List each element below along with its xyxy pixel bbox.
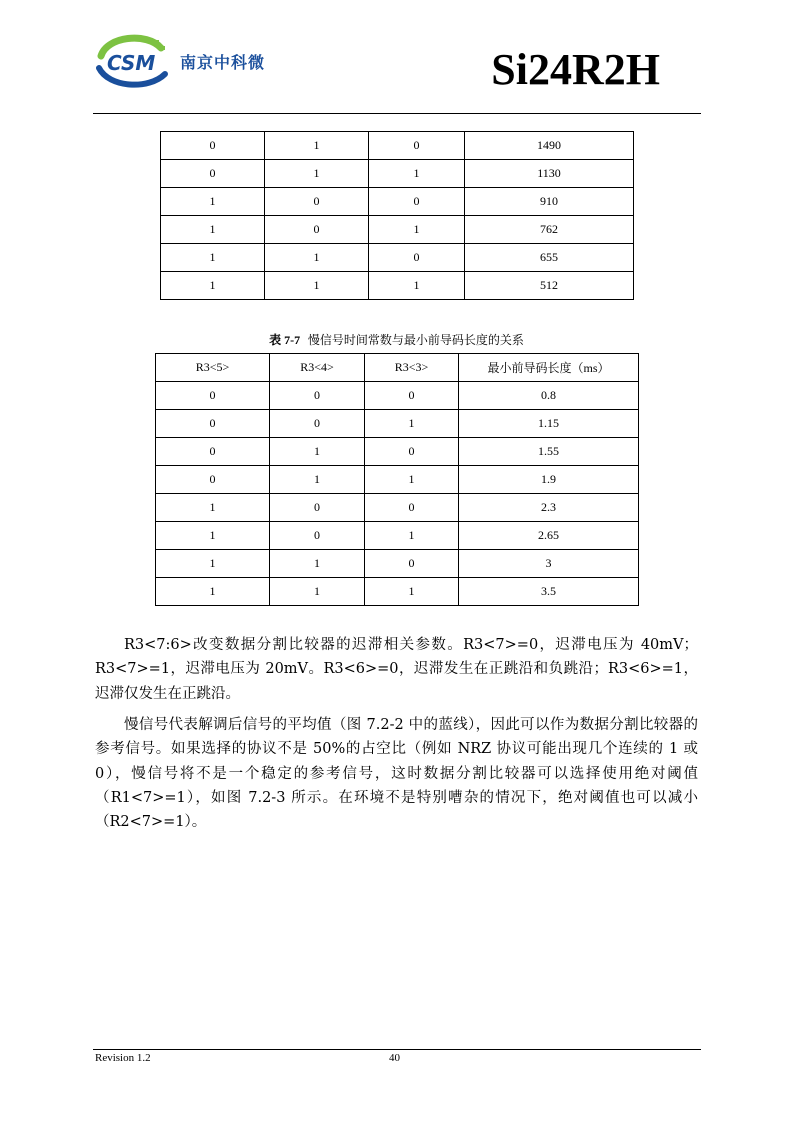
table-header-row — [156, 354, 639, 382]
table-cell: 0 — [270, 410, 365, 438]
paragraph-slow-signal: 慢信号代表解调后信号的平均值（图 7.2-2 中的蓝线），因此可以作为数据分割比较器的参考信号。如果选择的协议不是 50%的占空比（例如 NRZ 协议可能出现几个连续的 1 或 0），慢信号将不是一个稳定的参考信号，这时数据分割比较器可以选择使用绝对阈值（R1<7>=1），如图 7.2-3 所示。在环境不是特别嘈杂的情况下，绝对阈值也可以减小（R2<7>=1）。 — [95, 717, 698, 831]
table-cell: 1 — [156, 494, 270, 522]
table-cell: 0 — [365, 550, 459, 578]
column-header: R3<5> — [156, 354, 270, 382]
table-cell: 1 — [265, 244, 369, 272]
table-cell: 1 — [156, 550, 270, 578]
table-cell: 0.8 — [459, 382, 639, 410]
table-cell: 1 — [265, 132, 369, 160]
table-cell: 0 — [161, 160, 265, 188]
table-row — [156, 494, 639, 522]
table-cell: 1490 — [465, 132, 634, 160]
table-cell: 762 — [465, 216, 634, 244]
table-row — [156, 550, 639, 578]
table-cell: 1 — [270, 578, 365, 606]
table-cell: 0 — [369, 132, 465, 160]
table-row — [156, 382, 639, 410]
caption-text: 慢信号时间常数与最小前导码长度的关系 — [307, 333, 524, 347]
column-header: R3<4> — [270, 354, 365, 382]
table-cell: 1 — [156, 578, 270, 606]
column-header: 最小前导码长度（ms） — [459, 354, 639, 382]
company-name: 南京中科微 — [180, 53, 266, 72]
table-cell: 1 — [369, 160, 465, 188]
table-cell: 3.5 — [459, 578, 639, 606]
table-cell: 1 — [270, 466, 365, 494]
page-number: 40 — [389, 1052, 400, 1064]
table-row — [156, 522, 639, 550]
table-caption — [0, 331, 793, 348]
table-row — [161, 160, 634, 188]
table-cell: 2.3 — [459, 494, 639, 522]
revision-label: Revision 1.2 — [95, 1052, 151, 1064]
caption-number: 表 7-7 — [269, 333, 301, 347]
table-row — [161, 272, 634, 300]
table-row — [161, 244, 634, 272]
table-cell: 1 — [161, 188, 265, 216]
table-cell: 1 — [161, 244, 265, 272]
table-cell: 1 — [365, 410, 459, 438]
table-cell: 1.55 — [459, 438, 639, 466]
table-cell: 0 — [265, 216, 369, 244]
table-row — [161, 188, 634, 216]
table-cell: 0 — [156, 410, 270, 438]
table-cell: 1.9 — [459, 466, 639, 494]
preamble-length-table — [155, 353, 639, 606]
table-cell: 1 — [265, 272, 369, 300]
table-cell: 0 — [270, 494, 365, 522]
table-cell: 1 — [265, 160, 369, 188]
table-cell: 1 — [161, 216, 265, 244]
table-cell: 910 — [465, 188, 634, 216]
paragraph-hysteresis: R3<7:6>改变数据分割比较器的迟滞相关参数。R3<7>=0，迟滞电压为 40mV；R3<7>=1，迟滞电压为 20mV。R3<6>=0，迟滞发生在正跳沿和负跳沿；R3<6>=1，迟滞仅发生在正跳沿。 — [95, 637, 698, 702]
table-row — [156, 578, 639, 606]
table-cell: 0 — [365, 438, 459, 466]
table-cell: 0 — [369, 188, 465, 216]
table-cell: 0 — [365, 382, 459, 410]
table-cell: 1 — [365, 578, 459, 606]
table-cell: 1 — [369, 216, 465, 244]
table-row — [161, 216, 634, 244]
header-divider — [93, 113, 701, 114]
table-cell: 0 — [156, 382, 270, 410]
column-header: R3<3> — [365, 354, 459, 382]
table-cell: 1 — [270, 438, 365, 466]
table-cell: 1 — [369, 272, 465, 300]
table-cell: 1 — [156, 522, 270, 550]
table-cell: 0 — [270, 522, 365, 550]
timing-table-continued — [160, 131, 634, 300]
table-cell: 0 — [161, 132, 265, 160]
table-row — [156, 410, 639, 438]
table-cell: 0 — [156, 438, 270, 466]
table-cell: 1 — [270, 550, 365, 578]
table-cell: 0 — [270, 382, 365, 410]
footer-divider — [93, 1049, 701, 1050]
logo-lettering: CSM — [107, 51, 156, 75]
table-cell: 1130 — [465, 160, 634, 188]
table-cell: 3 — [459, 550, 639, 578]
table-cell: 0 — [369, 244, 465, 272]
table-cell: 512 — [465, 272, 634, 300]
table-row — [156, 466, 639, 494]
table-row — [161, 132, 634, 160]
product-title: Si24R2H — [491, 45, 660, 94]
table-cell: 1 — [365, 466, 459, 494]
table-row — [156, 438, 639, 466]
table-cell: 655 — [465, 244, 634, 272]
table-cell: 1 — [161, 272, 265, 300]
table-cell: 2.65 — [459, 522, 639, 550]
table-cell: 1.15 — [459, 410, 639, 438]
table-cell: 1 — [365, 522, 459, 550]
table-cell: 0 — [265, 188, 369, 216]
table-cell: 0 — [365, 494, 459, 522]
table-cell: 0 — [156, 466, 270, 494]
